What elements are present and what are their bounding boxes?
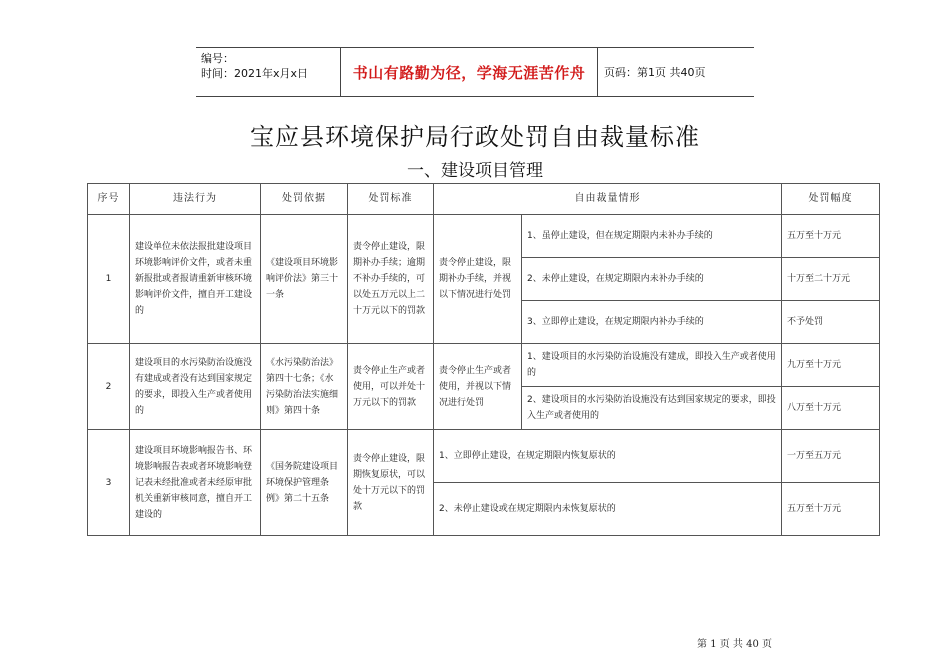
col-header-cases: 自由裁量情形 [434,184,782,215]
col-header-no: 序号 [88,184,130,215]
table-row [88,344,880,387]
basis-cell: 《水污染防治法》第四十七条；《水污染防治法实施细则》第四十条 [261,344,348,430]
range-cell: 九万至十万元 [782,344,880,387]
table-row [88,430,880,483]
penalty-table [87,183,880,536]
col-header-standard: 处罚标准 [348,184,434,215]
row-number: 3 [88,430,130,536]
standard-cell: 责令停止建设，限期恢复原状，可以处十万元以下的罚款 [348,430,434,536]
case-cell: 1、立即停止建设，在规定期限内恢复原状的 [434,430,782,483]
standard-cell: 责令停止建设，限期补办手续；逾期不补办手续的，可以处五万元以上二十万元以下的罚款 [348,215,434,344]
range-cell: 五万至十万元 [782,483,880,536]
violation-cell: 建设项目环境影响报告书、环境影响报告表或者环境影响登记表未经批准或者未经原审批机关重新审核同意，擅自开工建设的 [130,430,261,536]
header-page-cell [598,48,760,96]
range-cell: 一万至五万元 [782,430,880,483]
col-header-range: 处罚幅度 [782,184,880,215]
motto: 书山有路勤为径，学海无涯苦作舟 [352,63,586,82]
case-cell: 1、虽停止建设，但在规定期限内未补办手续的 [522,215,782,258]
col-header-basis: 处罚依据 [261,184,348,215]
sub-standard-cell: 责令停止生产或者使用，并视以下情况进行处罚 [434,344,522,430]
range-cell: 八万至十万元 [782,387,880,430]
sub-standard-cell: 责令停止建设，限期补办手续，并视以下情况进行处罚 [434,215,522,344]
range-cell: 十万至二十万元 [782,258,880,301]
document-title: 宝应县环境保护局行政处罚自由裁量标准 [250,123,700,151]
header-motto-cell [341,48,598,96]
case-cell: 3、立即停止建设，在规定期限内补办手续的 [522,301,782,344]
range-cell: 不予处罚 [782,301,880,344]
document-header [196,47,754,97]
case-cell: 2、未停止建设，在规定期限内未补办手续的 [522,258,782,301]
row-number: 1 [88,215,130,344]
section-title: 一、建设项目管理 [407,161,543,181]
page-footer: 第 1 页 共 40 页 [697,639,772,650]
number-label: 编号： [201,52,234,65]
table-header-row [88,184,880,215]
header-meta [196,48,341,96]
row-number: 2 [88,344,130,430]
case-cell: 2、建设项目的水污染防治设施没有达到国家规定的要求，即投入生产或者使用的 [522,387,782,430]
range-cell: 五万至十万元 [782,215,880,258]
time-label: 时间：2021年x月x日 [201,67,309,80]
basis-cell: 《建设项目环境影响评价法》第三十一条 [261,215,348,344]
col-header-violation: 违法行为 [130,184,261,215]
basis-cell: 《国务院建设项目环境保护管理条例》第二十五条 [261,430,348,536]
table-row [88,215,880,258]
case-cell: 1、建设项目的水污染防治设施没有建成，即投入生产或者使用的 [522,344,782,387]
standard-cell: 责令停止生产或者使用，可以并处十万元以下的罚款 [348,344,434,430]
case-cell: 2、未停止建设或在规定期限内未恢复原状的 [434,483,782,536]
page-label: 页码：第1页 共40页 [604,66,706,79]
violation-cell: 建设单位未依法报批建设项目环境影响评价文件，或者未重新报批或者报请重新审核环境影响评价文件，擅自开工建设的 [130,215,261,344]
violation-cell: 建设项目的水污染防治设施没有建成或者没有达到国家规定的要求，即投入生产或者使用的 [130,344,261,430]
